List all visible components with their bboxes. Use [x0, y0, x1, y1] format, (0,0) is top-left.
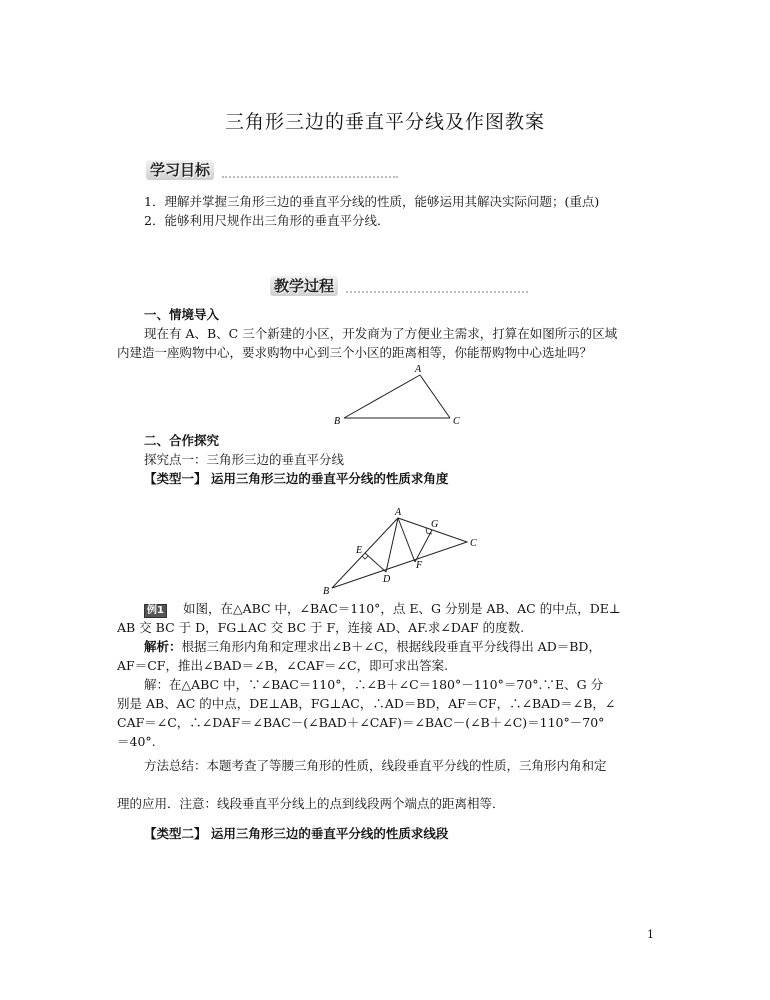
- example1-line-2: AB 交 BC 于 D，FG⊥AC 交 BC 于 F，连接 AD、AF.求∠DAF 的度数.: [117, 620, 525, 635]
- type1-heading: 【类型一】 运用三角形三边的垂直平分线的性质求角度: [144, 471, 449, 486]
- page-number: 1: [647, 928, 654, 941]
- figure2-label-d: D: [383, 574, 391, 585]
- section1-line-1: 现在有 A、B、C 三个新建的小区，开发商为了方便业主需求，打算在如图所示的区域: [144, 326, 618, 341]
- page-title: 三角形三边的垂直平分线及作图教案: [224, 111, 545, 133]
- type2-heading: 【类型二】 运用三角形三边的垂直平分线的性质求线段: [144, 826, 449, 841]
- example-badge: 例1: [144, 604, 167, 618]
- section2-title: 二、合作探究: [144, 433, 220, 448]
- section1-line-2: 内建造一座购物中心，要求购物中心到三个小区的距离相等，你能帮购物中心选址吗？: [117, 345, 593, 360]
- process-heading: 教学过程: [270, 276, 338, 296]
- figure1-label-a: A: [415, 364, 422, 375]
- section1-title: 一、情境导入: [144, 307, 220, 322]
- objectives-divider: [222, 176, 398, 178]
- solution-line-3: CAF＝∠C，∴∠DAF＝∠BAC－(∠BAD＋∠CAF)＝∠BAC－(∠B＋∠C)＝110°－70°: [117, 715, 605, 730]
- figure2-label-e: E: [356, 545, 363, 556]
- analysis-line-1: [144, 638, 601, 656]
- figure-triangle-abc: [330, 362, 470, 428]
- process-divider: [346, 291, 528, 293]
- summary-line-1: 方法总结：本题考查了等腰三角形的性质，线段垂直平分线的性质，三角形内角和定: [144, 758, 607, 773]
- figure2-label-g: G: [431, 519, 439, 530]
- summary-line-2: 理的应用．注意：线段垂直平分线上的点到线段两个端点的距离相等．: [117, 796, 505, 811]
- objective-item-2: 2．能够利用尺规作出三角形的垂直平分线．: [144, 213, 390, 228]
- analysis-label: 解析：: [144, 639, 182, 654]
- solution-line-2: 别是 AB、AC 的中点，DE⊥AB，FG⊥AC，∴AD＝BD，AF＝CF，∴∠BAD＝∠B，∠: [117, 696, 616, 711]
- figure2-label-b: B: [323, 586, 330, 597]
- figure1-label-b: B: [334, 416, 341, 427]
- objectives-heading: 学习目标: [146, 160, 214, 180]
- solution-line-4: ＝40°.: [117, 734, 156, 749]
- figure-perpendicular-bisectors: [315, 505, 485, 600]
- figure2-label-a: A: [395, 507, 402, 518]
- objective-item-1: 1．理解并掌握三角形三边的垂直平分线的性质，能够运用其解决实际问题；(重点): [144, 194, 600, 209]
- explore-point-1: 探究点一：三角形三边的垂直平分线: [144, 452, 345, 467]
- example1-line-1: [144, 600, 621, 618]
- analysis-text-1: 根据三角形内角和定理求出∠B＋∠C，根据线段垂直平分线得出 AD＝BD，: [181, 639, 601, 654]
- figure1-label-c: C: [453, 416, 460, 427]
- figure2-label-c: C: [470, 538, 477, 549]
- solution-line-1: 解：在△ABC 中，∵∠BAC＝110°，∴∠B＋∠C＝180°－110°＝70°.∵E、G 分: [144, 677, 604, 692]
- example1-text-1: 如图，在△ABC 中，∠BAC＝110°，点 E、G 分别是 AB、AC 的中点，DE⊥: [182, 601, 621, 616]
- figure2-label-f: F: [416, 560, 423, 571]
- analysis-line-2: AF＝CF，推出∠BAD＝∠B，∠CAF＝∠C，即可求出答案.: [117, 658, 449, 673]
